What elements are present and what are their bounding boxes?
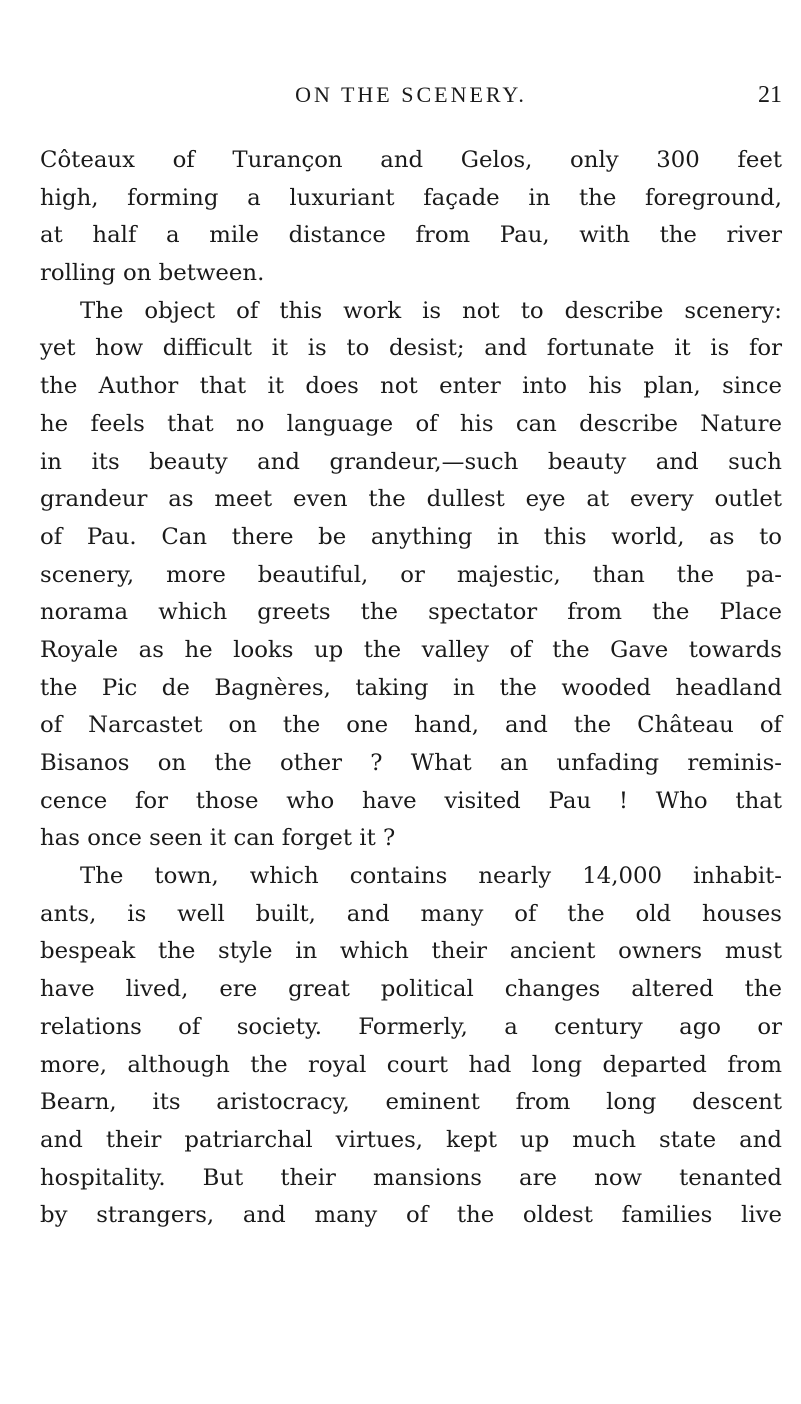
text-line: by strangers, and many of the oldest families live xyxy=(40,1202,782,1229)
text-line: Côteaux of Turançon and Gelos, only 300 feet xyxy=(40,147,782,173)
text-line: of Pau. Can there be anything in this world, as to xyxy=(40,523,782,550)
text-line: rolling on between. xyxy=(40,260,265,287)
text-line: the Pic de Bagnères, taking in the wooded headland xyxy=(40,674,782,701)
page-number: 21 xyxy=(758,82,782,108)
text-line: he feels that no language of his can describe Nature xyxy=(40,410,782,437)
text-line: Royale as he looks up the valley of the Gave towards xyxy=(40,636,782,663)
body-text xyxy=(40,142,782,1235)
text-line: norama which greets the spectator from the Place xyxy=(40,599,782,626)
text-line: Bisanos on the other ? What an unfading reminis- xyxy=(40,750,782,776)
text-line: The object of this work is not to describe scenery: xyxy=(80,297,782,324)
text-line: bespeak the style in which their ancient owners must xyxy=(40,938,782,965)
text-line: hospitality. But their mansions are now tenanted xyxy=(40,1164,782,1191)
text-line: have lived, ere great political changes altered the xyxy=(40,976,782,1003)
running-title: ON THE SCENERY. xyxy=(295,82,527,107)
text-line: in its beauty and grandeur,—such beauty and such xyxy=(40,448,782,475)
text-line: and their patriarchal virtues, kept up much state and xyxy=(40,1126,782,1153)
text-line: The town, which contains nearly 14,000 inhabit- xyxy=(80,863,782,890)
text-line: cence for those who have visited Pau ! Who that xyxy=(40,787,782,814)
text-line: yet how difficult it is to desist; and fortunate it is for xyxy=(40,335,782,362)
text-line: Bearn, its aristocracy, eminent from long descent xyxy=(40,1089,782,1116)
text-line: of Narcastet on the one hand, and the Château of xyxy=(40,712,782,739)
text-line: high, forming a luxuriant façade in the foreground, xyxy=(40,184,782,211)
text-line: more, although the royal court had long departed from xyxy=(40,1051,782,1078)
running-head xyxy=(40,82,782,122)
text-line: relations of society. Formerly, a century ago or xyxy=(40,1013,782,1040)
text-line: at half a mile distance from Pau, with the river xyxy=(40,222,782,249)
text-line: scenery, more beautiful, or majestic, than the pa- xyxy=(40,561,782,588)
text-line: the Author that it does not enter into his plan, since xyxy=(40,373,782,400)
text-line: ants, is well built, and many of the old houses xyxy=(40,900,782,927)
text-line: has once seen it can forget it ? xyxy=(40,825,396,852)
text-line: grandeur as meet even the dullest eye at every outlet xyxy=(40,486,782,513)
